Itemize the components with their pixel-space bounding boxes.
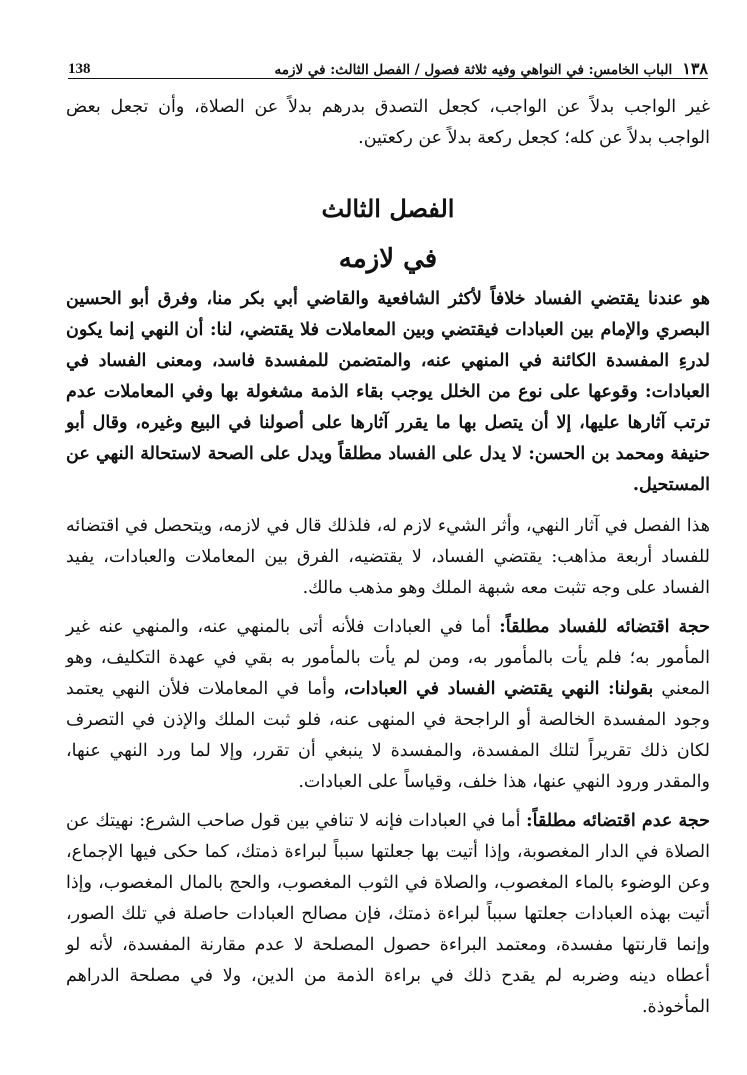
argument-paragraph-1 [66, 612, 710, 798]
page-number-latin: 138 [68, 61, 91, 77]
chapter-subtitle: في لازمه [338, 244, 438, 274]
page-number-arabic: ١٣٨ [682, 59, 708, 78]
argument-2-text: أما في العبادات فإنه لا تنافي بين قول صاحب الشرع: نهيتك عن الصلاة في الدار المغصوبة، وإذا أتيت بها جعلتها سبباً لبراءة ذمتك، كما حكى فيها الإجماع، وعن الوضوء بالماء المغصوب، والصلاة في الثوب المغصوب، والحج بالمال المغصوب، وإذا أتيت بهذه العبادات جعلتها سبباً لبراءة ذمتك، فإن مصالح العبادات حاصلة في تلك الصور، وإنما قارنتها مفسدة، ومعتمد البراءة حصول المصلحة لا عدم مقارنة المفسدة، لأنه لو أعطاه دينه وضربه لم يقدح ذلك في براءة الذمة من الدين، ولا في مصلحة الدراهم المأخوذة. [66, 811, 710, 1017]
chapter-title: الفصل الثالث [321, 194, 455, 223]
argument-1-heading: حجة اقتضائه للفساد مطلقاً: [499, 617, 710, 637]
commentary-paragraph: هذا الفصل في آثار النهي، وأثر الشيء لازم له، فلذلك قال في لازمه، ويتحصل في اقتضائه للفساد أربعة مذاهب: يقتضي الفساد، لا يقتضيه، الفرق بين المعاملات والعبادات، يفيد الفساد على وجه تثبت معه شبهة الملك وهو مذهب مالك. [66, 516, 710, 598]
running-title: الباب الخامس: في النواهي وفيه ثلاثة فصول / الفصل الثالث: في لازمه [274, 62, 673, 78]
argument-1-text-a: أما في العبادات فلأنه أتى بالمنهي عنه، والمنهي عنه غير المأمور به؛ فلم يأت بالمأمور به، ومن لم يأت بالمأمور به بقي في عهدة التكليف، وهو المعني [66, 617, 710, 699]
argument-1-text-b: وأما في المعاملات فلأن النهي يعتمد وجود المفسدة الخالصة أو الراجحة في المنهى عنه، فلو ثبت الملك والإذن في التصرف لكان ذلك تقريراً لتلك المفسدة، والمفسدة لا ينبغي أن تقرر، وإلا لما ورد النهي عنها، والمقدر ورود النهي عنها، هذا خلف، وقياساً على العبادات. [66, 679, 710, 792]
header-right-group [275, 59, 708, 78]
page-body [66, 92, 710, 1023]
intro-paragraph: غير الواجب بدلاً عن الواجب، كجعل التصدق بدرهم بدلاً عن الصلاة، وأن تجعل بعض الواجب بدلاً عن كله؛ كجعل ركعة بدلاً عن ركعتين. [66, 97, 710, 148]
argument-paragraph-2 [66, 806, 710, 1023]
main-text-paragraph: هو عندنا يقتضي الفساد خلافاً لأكثر الشافعية والقاضي أبي بكر منا، وفرق أبو الحسين البصري والإمام بين العبادات فيقتضي وبين المعاملات فلا يقتضي، لنا: أن النهي إنما يكون لدرءِ المفسدة الكائنة في المنهي عنه، والمتضمن للمفسدة فاسد، ومعنى الفساد في العبادات: وقوعها على نوع من الخلل يوجب بقاء الذمة مشغولة بها وفي المعاملات عدم ترتب آثارها عليها، إلا أن يتصل بها ما يقرر آثارها على أصولنا في البيع وغيره، وقال أبو حنيفة ومحمد بن الحسن: لا يدل على الفساد مطلقاً ويدل على الصحة لاستحالة النهي عن المستحيل. [66, 289, 710, 495]
argument-1-quote: بقولنا: النهي يقتضي الفساد في العبادات، [343, 679, 654, 699]
running-header [68, 48, 708, 79]
argument-2-heading: حجة عدم اقتضائه مطلقاً: [526, 811, 710, 831]
